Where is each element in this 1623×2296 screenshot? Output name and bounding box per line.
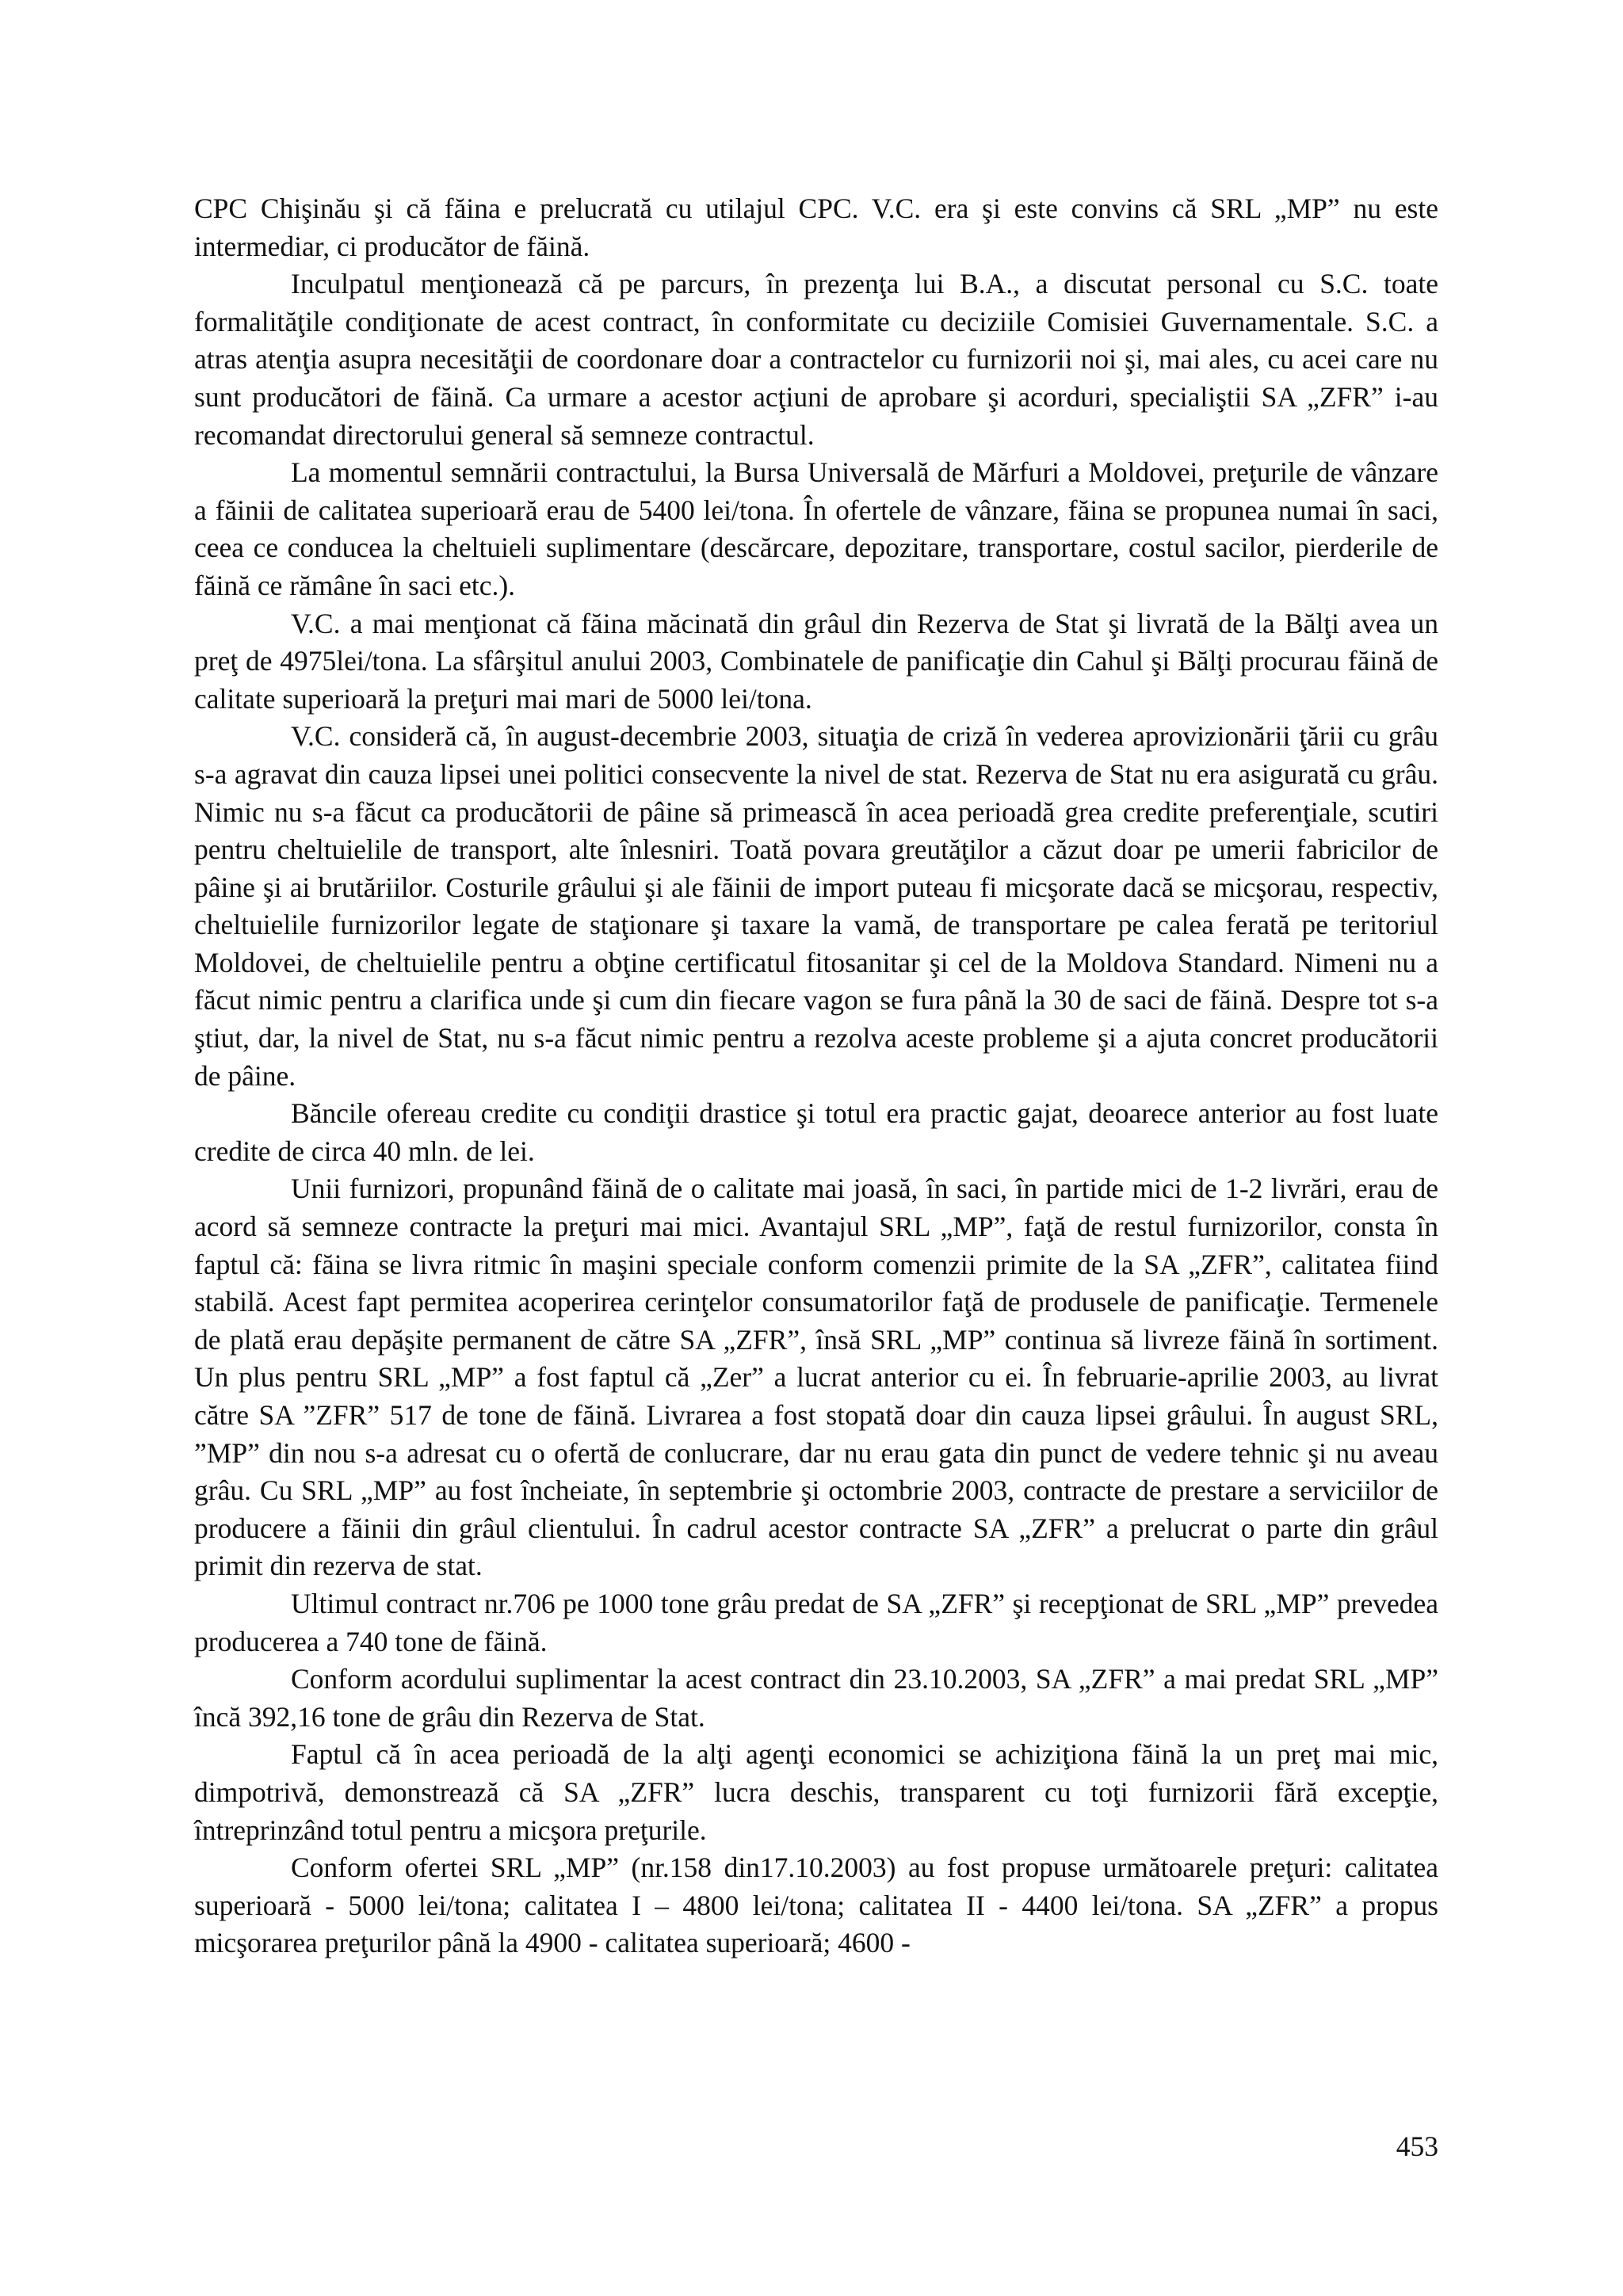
paragraph-4: V.C. a mai menţionat că făina măcinată din grâul din Rezerva de Stat şi livrată de la Bălţi avea un preţ de 4975lei/tona. La sfârşitul anului 2003, Combinatele de panificaţie din Cahul şi Bălţi procurau făină de calitate superioară la preţuri mai mari de 5000 lei/tona. <box>194 607 1438 715</box>
paragraph-11: Conform ofertei SRL „MP” (nr.158 din17.10.2003) au fost propuse următoarele preţuri: calitatea superioară - 5000 lei/tona; calitatea I – 4800 lei/tona; calitatea II - 4400 lei/tona. SA „ZFR” a propus micşorarea preţurilor până la 4900 - calitatea superioară; 4600 - <box>194 1852 1438 1959</box>
paragraph-3: La momentul semnării contractului, la Bursa Universală de Mărfuri a Moldovei, preţurile de vânzare a făinii de calitatea superioară erau de 5400 lei/tona. În ofertele de vânzare, făina se propunea numai în saci, ceea ce conducea la cheltuieli suplimentare (descărcare, depozitare, transportare, costul sacilor, pierderile de făină ce rămâne în saci etc.). <box>194 456 1438 601</box>
paragraph-1: CPC Chişinău şi că făina e prelucrată cu utilajul CPC. V.C. era şi este convins că SRL „MP” nu este intermediar, ci producător de făină. <box>194 193 1438 262</box>
paragraph-5: V.C. consideră că, în august-decembrie 2003, situaţia de criză în vederea aprovizionării ţării cu grâu s-a agravat din cauza lipsei unei politici consecvente la nivel de stat. Rezerva de Stat nu era asigurată cu grâu. Nimic nu s-a făcut ca producătorii de pâine să primească în acea perioadă grea credite preferenţiale, scutiri pentru cheltuielile de transport, alte înlesniri. Toată povara greutăţilor a căzut doar pe umerii fabricilor de pâine şi ai brutăriilor. Costurile grâului şi ale făinii de import puteau fi micşorate dacă se micşorau, respectiv, cheltuielile furnizorilor legate de staţionare şi taxare la vamă, de transportare pe calea ferată pe teritoriul Moldovei, de cheltuielile pentru a obţine certificatul fitosanitar şi cel de la Moldova Standard. Nimeni nu a făcut nimic pentru a clarifica unde şi cum din fiecare vagon se fura până la 30 de saci de făină. Despre tot s-a ştiut, dar, la nivel de Stat, nu s-a făcut nimic pentru a rezolva aceste probleme şi a ajuta concret producătorii de pâine. <box>194 720 1438 1092</box>
paragraph-2: Inculpatul menţionează că pe parcurs, în prezenţa lui B.A., a discutat personal cu S.C. toate formalităţile condiţionate de acest contract, în conformitate cu deciziile Comisiei Guvernamentale. S.C. a atras atenţia asupra necesităţii de coordonare doar a contractelor cu furnizorii noi şi, mai ales, cu acei care nu sunt producători de făină. Ca urmare a acestor acţiuni de aprobare şi acorduri, specialiştii SA „ZFR” i-au recomandat directorului general să semneze contractul. <box>194 268 1438 451</box>
paragraph-9: Conform acordului suplimentar la acest contract din 23.10.2003, SA „ZFR” a mai predat SRL „MP” încă 392,16 tone de grâu din Rezerva de Stat. <box>194 1663 1438 1733</box>
paragraph-6: Băncile ofereau credite cu condiţii drastice şi totul era practic gajat, deoarece anterior au fost luate credite de circa 40 mln. de lei. <box>194 1097 1438 1167</box>
page-number: 453 <box>1396 2130 1438 2162</box>
document-body <box>194 190 1438 1962</box>
paragraph-8: Ultimul contract nr.706 pe 1000 tone grâu predat de SA „ZFR” şi recepţionat de SRL „MP” prevedea producerea a 740 tone de făină. <box>194 1587 1438 1657</box>
paragraph-10: Faptul că în acea perioadă de la alţi agenţi economici se achiziţiona făină la un preţ mai mic, dimpotrivă, demonstrează că SA „ZFR” lucra deschis, transparent cu toţi furnizorii fără excepţie, întreprinzând totul pentru a micşora preţurile. <box>194 1738 1438 1846</box>
paragraph-7: Unii furnizori, propunând făină de o calitate mai joasă, în saci, în partide mici de 1-2 livrări, erau de acord să semneze contracte la preţuri mai mici. Avantajul SRL „MP”, faţă de restul furnizorilor, consta în faptul că: făina se livra ritmic în maşini speciale conform comenzii primite de la SA „ZFR”, calitatea fiind stabilă. Acest fapt permitea acoperirea cerinţelor consumatorilor faţă de produsele de panificaţie. Termenele de plată erau depăşite permanent de către SA „ZFR”, însă SRL „MP” continua să livreze făină în sortiment. Un plus pentru SRL „MP” a fost faptul că „Zer” a lucrat anterior cu ei. În februarie-aprilie 2003, au livrat către SA ”ZFR” 517 de tone de făină. Livrarea a fost stopată doar din cauza lipsei grâului. În august SRL, ”MP” din nou s-a adresat cu o ofertă de conlucrare, dar nu erau gata din punct de vedere tehnic şi nu aveau grâu. Cu SRL „MP” au fost încheiate, în septembrie şi octombrie 2003, contracte de prestare a serviciilor de producere a făinii din grâul clientului. În cadrul acestor contracte SA „ZFR” a prelucrat o parte din grâul primit din rezerva de stat. <box>194 1173 1438 1582</box>
